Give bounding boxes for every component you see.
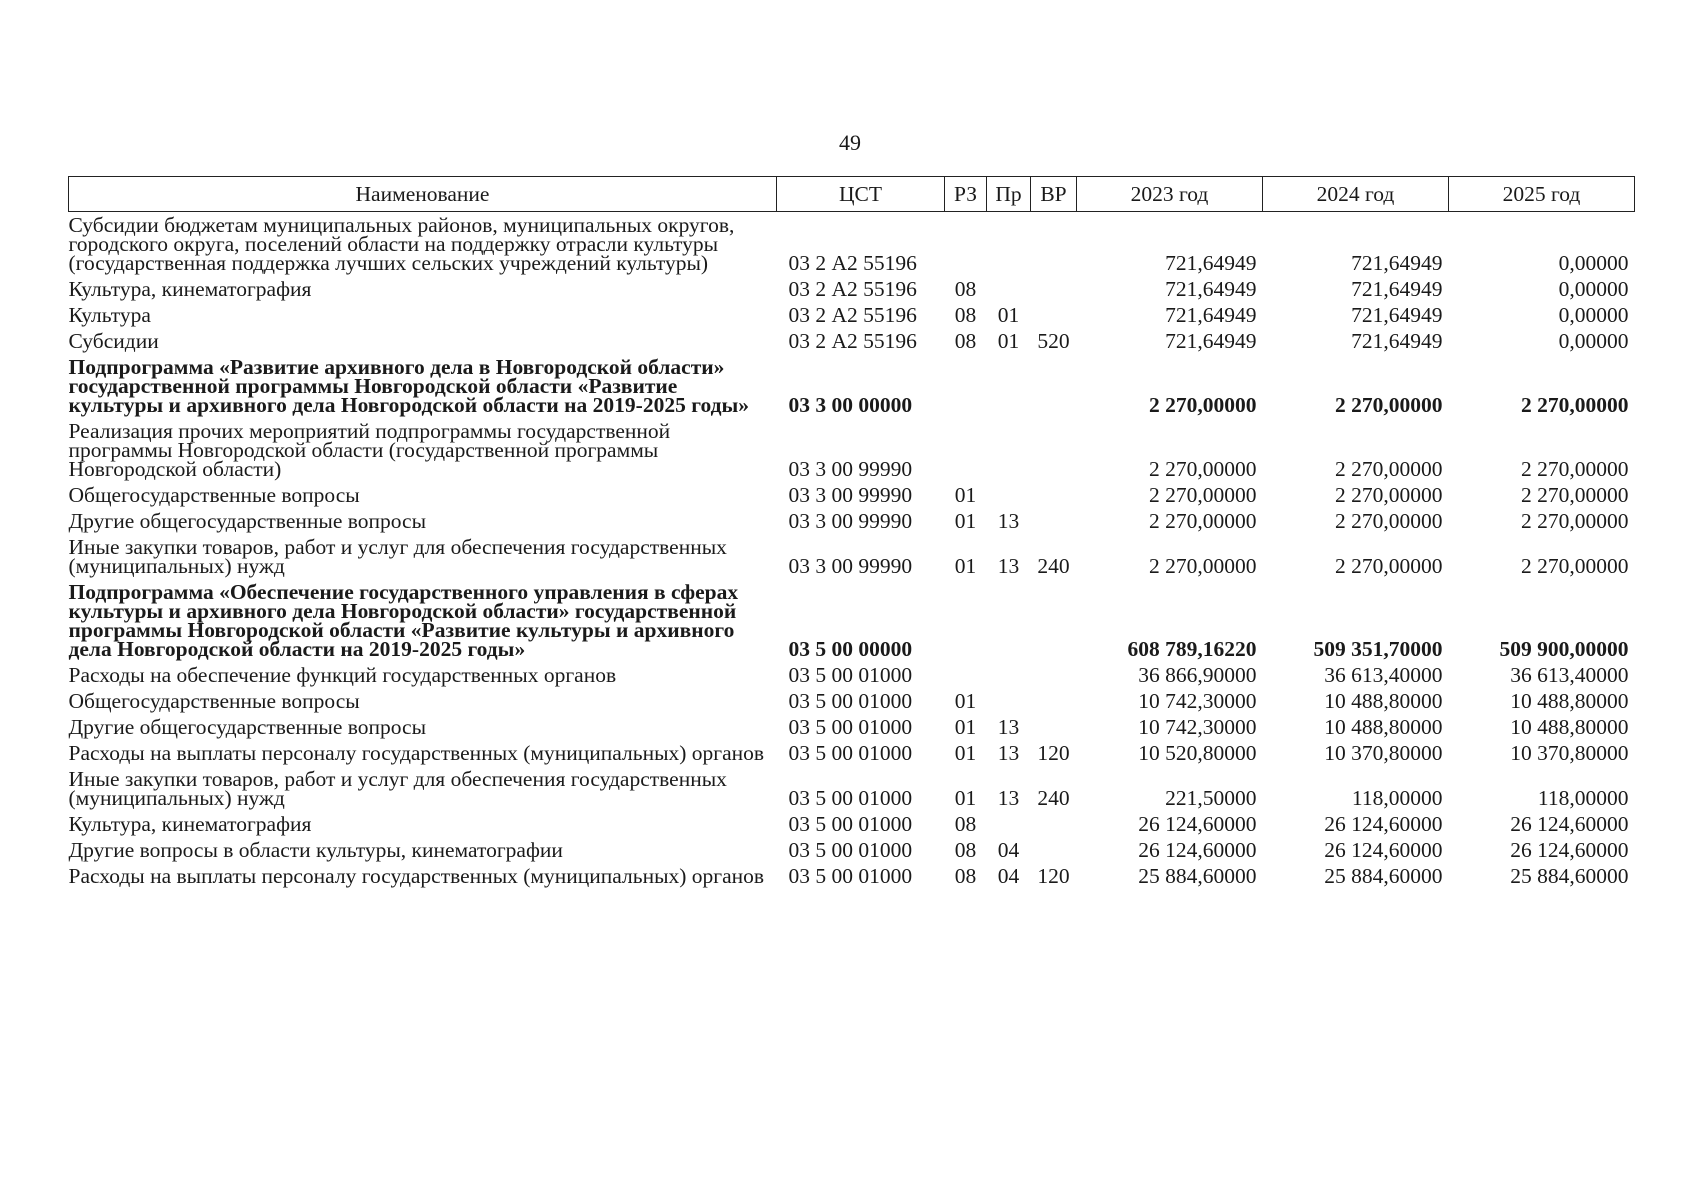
row-rz: 01	[954, 786, 977, 810]
row-pr	[987, 482, 1031, 508]
header-cst: ЦСТ	[777, 177, 945, 212]
row-cst: 03 5 00 00000	[788, 637, 913, 661]
row-rz: 08	[954, 277, 977, 301]
table-row	[69, 863, 1635, 889]
table-row	[69, 714, 1635, 740]
row-cst: 03 3 00 99990	[788, 457, 913, 481]
row-vr: 520	[1037, 329, 1070, 353]
row-rz: 08	[954, 864, 977, 888]
row-rz: 01	[954, 689, 977, 713]
header-2023: 2023 год	[1077, 177, 1263, 212]
row-vr	[1031, 714, 1077, 740]
row-pr: 13	[997, 786, 1020, 810]
row-2024: 118,00000	[1351, 786, 1443, 810]
row-2024: 721,64949	[1351, 251, 1443, 275]
row-vr	[1031, 508, 1077, 534]
row-rz: 01	[954, 741, 977, 765]
row-vr	[1031, 688, 1077, 714]
row-pr	[987, 212, 1031, 277]
table-row	[69, 688, 1635, 714]
row-2023: 221,50000	[1165, 786, 1257, 810]
row-name: Реализация прочих мероприятий подпрограммы государственной программы Новгородской области (государственной программы Новгородской области)	[68, 419, 671, 481]
row-rz	[945, 354, 987, 418]
row-cst: 03 3 00 99990	[788, 483, 913, 507]
row-name: Расходы на обеспечение функций государственных органов	[68, 663, 617, 687]
row-name: Общегосударственные вопросы	[68, 483, 360, 507]
row-name: Иные закупки товаров, работ и услуг для обеспечения государственных (муниципальных) нужд	[68, 535, 727, 578]
table-row	[69, 302, 1635, 328]
budget-table	[68, 176, 1635, 889]
row-2025: 0,00000	[1558, 277, 1629, 301]
table-row	[69, 811, 1635, 837]
row-2023: 10 520,80000	[1138, 741, 1257, 765]
row-vr	[1031, 212, 1077, 277]
row-2024: 2 270,00000	[1335, 509, 1443, 533]
row-pr: 04	[997, 838, 1020, 862]
table-row	[69, 662, 1635, 688]
header-pr: Пр	[987, 177, 1031, 212]
row-2023: 2 270,00000	[1149, 393, 1257, 417]
row-vr	[1031, 811, 1077, 837]
row-pr: 04	[997, 864, 1020, 888]
row-2025: 2 270,00000	[1521, 457, 1629, 481]
row-vr	[1031, 482, 1077, 508]
row-pr	[987, 418, 1031, 482]
row-2024: 721,64949	[1351, 329, 1443, 353]
row-2024: 25 884,60000	[1324, 864, 1443, 888]
row-2023: 2 270,00000	[1149, 509, 1257, 533]
row-cst: 03 5 00 01000	[788, 812, 913, 836]
row-rz: 01	[954, 483, 977, 507]
row-2024: 721,64949	[1351, 277, 1443, 301]
header-name: Наименование	[69, 177, 777, 212]
header-rz: РЗ	[945, 177, 987, 212]
row-vr	[1031, 276, 1077, 302]
row-cst: 03 2 А2 55196	[788, 329, 917, 353]
row-pr: 13	[997, 715, 1020, 739]
row-2023: 10 742,30000	[1138, 715, 1257, 739]
table-row	[69, 740, 1635, 766]
row-2023: 25 884,60000	[1138, 864, 1257, 888]
row-vr	[1031, 579, 1077, 662]
row-pr: 13	[997, 554, 1020, 578]
row-name: Культура, кинематография	[68, 812, 312, 836]
row-pr	[987, 579, 1031, 662]
row-2024: 10 488,80000	[1324, 715, 1443, 739]
row-name: Другие общегосударственные вопросы	[68, 509, 427, 533]
table-row	[69, 534, 1635, 579]
row-2025: 10 370,80000	[1510, 741, 1629, 765]
row-2023: 721,64949	[1165, 251, 1257, 275]
row-name: Культура	[68, 303, 151, 327]
row-2025: 0,00000	[1558, 251, 1629, 275]
row-rz: 08	[954, 838, 977, 862]
row-2023: 2 270,00000	[1149, 457, 1257, 481]
row-2023: 721,64949	[1165, 303, 1257, 327]
row-2023: 608 789,16220	[1127, 637, 1257, 661]
table-row	[69, 212, 1635, 277]
row-2023: 10 742,30000	[1138, 689, 1257, 713]
row-pr	[987, 688, 1031, 714]
row-2024: 10 488,80000	[1324, 689, 1443, 713]
row-pr: 01	[997, 329, 1020, 353]
row-2025: 509 900,00000	[1499, 637, 1629, 661]
row-2025: 2 270,00000	[1521, 509, 1629, 533]
table-row	[69, 766, 1635, 811]
table-row	[69, 276, 1635, 302]
row-2023: 26 124,60000	[1138, 812, 1257, 836]
row-2024: 2 270,00000	[1335, 554, 1443, 578]
row-rz	[945, 579, 987, 662]
row-2024: 36 613,40000	[1324, 663, 1443, 687]
table-row	[69, 328, 1635, 354]
row-rz: 01	[954, 554, 977, 578]
table-row	[69, 418, 1635, 482]
row-2025: 10 488,80000	[1510, 715, 1629, 739]
row-cst: 03 5 00 01000	[788, 715, 913, 739]
row-cst: 03 5 00 01000	[788, 741, 913, 765]
row-name: Культура, кинематография	[68, 277, 312, 301]
header-2024: 2024 год	[1263, 177, 1449, 212]
row-pr	[987, 276, 1031, 302]
row-vr	[1031, 418, 1077, 482]
row-name: Другие вопросы в области культуры, кинематографии	[68, 838, 563, 862]
row-name: Подпрограмма «Развитие архивного дела в Новгородской области» государственной программы Новгородской области «Развитие культуры и архивного дела Новгородской области на 2019-2025 годы»	[68, 355, 749, 417]
row-2024: 10 370,80000	[1324, 741, 1443, 765]
row-2024: 26 124,60000	[1324, 812, 1443, 836]
row-2023: 721,64949	[1165, 277, 1257, 301]
row-pr: 13	[997, 741, 1020, 765]
row-2025: 0,00000	[1558, 303, 1629, 327]
row-pr	[987, 662, 1031, 688]
row-rz: 01	[954, 715, 977, 739]
row-name: Субсидии бюджетам муниципальных районов, муниципальных округов, городского округа, поселений области на поддержку отрасли культуры (государственная поддержка лучших сельских учреждений культуры)	[68, 213, 735, 275]
table-row	[69, 508, 1635, 534]
row-cst: 03 2 А2 55196	[788, 251, 917, 275]
row-2023: 26 124,60000	[1138, 838, 1257, 862]
table-row	[69, 837, 1635, 863]
row-vr	[1031, 302, 1077, 328]
row-2023: 721,64949	[1165, 329, 1257, 353]
row-2023: 2 270,00000	[1149, 554, 1257, 578]
row-2024: 26 124,60000	[1324, 838, 1443, 862]
row-name: Расходы на выплаты персоналу государственных (муниципальных) органов	[68, 741, 765, 765]
row-name: Другие общегосударственные вопросы	[68, 715, 427, 739]
row-rz: 08	[954, 329, 977, 353]
row-cst: 03 2 А2 55196	[788, 303, 917, 327]
row-rz: 08	[954, 303, 977, 327]
row-cst: 03 5 00 01000	[788, 786, 913, 810]
row-2024: 2 270,00000	[1335, 393, 1443, 417]
table-row	[69, 579, 1635, 662]
row-2023: 36 866,90000	[1138, 663, 1257, 687]
row-rz: 01	[954, 509, 977, 533]
table-row	[69, 354, 1635, 418]
row-pr	[987, 811, 1031, 837]
row-cst: 03 3 00 00000	[788, 393, 913, 417]
row-pr	[987, 354, 1031, 418]
row-cst: 03 3 00 99990	[788, 509, 913, 533]
row-name: Подпрограмма «Обеспечение государственного управления в сферах культуры и архивного дела Новгородской области» государственной программы Новгородской области «Развитие культуры и архивного дела Новгородской области на 2019-2025 годы»	[68, 580, 739, 661]
row-name: Общегосударственные вопросы	[68, 689, 360, 713]
row-vr: 240	[1037, 786, 1070, 810]
row-name: Иные закупки товаров, работ и услуг для обеспечения государственных (муниципальных) нужд	[68, 767, 727, 810]
table-row	[69, 482, 1635, 508]
row-2025: 10 488,80000	[1510, 689, 1629, 713]
row-2025: 2 270,00000	[1521, 483, 1629, 507]
row-pr: 13	[997, 509, 1020, 533]
page-number: 49	[839, 130, 861, 155]
row-rz: 08	[954, 812, 977, 836]
row-2023: 2 270,00000	[1149, 483, 1257, 507]
row-cst: 03 3 00 99990	[788, 554, 913, 578]
table-header-row	[69, 177, 1635, 212]
row-rz	[945, 662, 987, 688]
row-2025: 25 884,60000	[1510, 864, 1629, 888]
row-vr: 120	[1037, 741, 1070, 765]
row-2025: 26 124,60000	[1510, 838, 1629, 862]
row-2025: 2 270,00000	[1521, 393, 1629, 417]
row-2025: 2 270,00000	[1521, 554, 1629, 578]
row-name: Расходы на выплаты персоналу государственных (муниципальных) органов	[68, 864, 765, 888]
row-2025: 26 124,60000	[1510, 812, 1629, 836]
row-2025: 0,00000	[1558, 329, 1629, 353]
row-rz	[945, 418, 987, 482]
row-pr: 01	[997, 303, 1020, 327]
row-cst: 03 5 00 01000	[788, 838, 913, 862]
table-body	[69, 212, 1635, 890]
row-2024: 721,64949	[1351, 303, 1443, 327]
row-2025: 36 613,40000	[1510, 663, 1629, 687]
row-2025: 118,00000	[1537, 786, 1629, 810]
row-cst: 03 5 00 01000	[788, 689, 913, 713]
row-name: Субсидии	[68, 329, 159, 353]
row-2024: 2 270,00000	[1335, 483, 1443, 507]
row-vr	[1031, 837, 1077, 863]
header-vr: ВР	[1031, 177, 1077, 212]
row-cst: 03 2 А2 55196	[788, 277, 917, 301]
row-vr: 240	[1037, 554, 1070, 578]
row-vr	[1031, 662, 1077, 688]
row-cst: 03 5 00 01000	[788, 663, 913, 687]
row-vr	[1031, 354, 1077, 418]
row-cst: 03 5 00 01000	[788, 864, 913, 888]
row-2024: 2 270,00000	[1335, 457, 1443, 481]
header-2025: 2025 год	[1449, 177, 1635, 212]
row-vr: 120	[1037, 864, 1070, 888]
row-2024: 509 351,70000	[1313, 637, 1443, 661]
row-rz	[945, 212, 987, 277]
